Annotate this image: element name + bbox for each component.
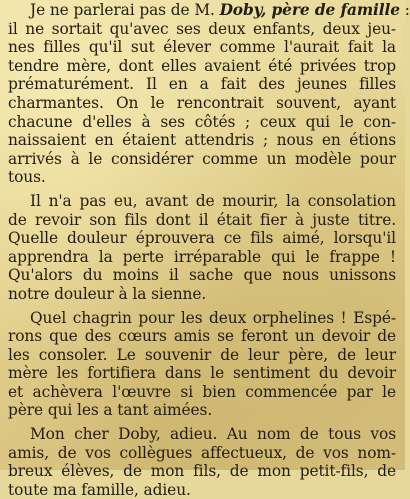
text-segment: tendre mère, dont elles avaient été privées trop xyxy=(8,56,396,75)
text-line xyxy=(8,266,396,285)
text-line xyxy=(8,309,396,328)
text-line xyxy=(8,113,396,132)
text-segment: prématurément. Il en a fait des jeunes filles xyxy=(8,75,396,94)
text-segment: : xyxy=(399,1,410,19)
text-line xyxy=(8,150,396,169)
text-segment: nes filles qu'il sut élever comme l'aurait fait la xyxy=(8,38,396,57)
text-line xyxy=(8,462,396,481)
text-line xyxy=(8,285,396,304)
text-line xyxy=(8,383,396,402)
paragraph xyxy=(8,309,396,421)
text-line xyxy=(8,94,396,113)
text-segment: les consoler. Le souvenir de leur père, de leur xyxy=(8,345,396,364)
text-segment: et achèvera l'œuvre si bien commencée par le xyxy=(8,382,396,401)
text-segment: Mon cher Doby, adieu. Au nom de tous vos xyxy=(30,425,396,444)
emphasized-text: Doby, père de famille xyxy=(219,1,400,19)
text-segment: naissaient en étaient attendris ; nous en étions xyxy=(8,131,396,150)
text-line xyxy=(8,38,396,57)
text-segment: apprendra la perte irréparable qui le frappe ! xyxy=(8,247,396,266)
text-line xyxy=(8,401,396,420)
text-segment: notre douleur à la sienne. xyxy=(8,284,207,303)
text-line xyxy=(8,1,410,20)
text-segment: Il n'a pas eu, avant de mourir, la consolation xyxy=(30,191,396,210)
text-line xyxy=(8,248,396,267)
text-segment: tous. xyxy=(8,168,46,187)
text-segment: arrivés à le considérer comme un modèle pour xyxy=(8,149,396,168)
text-line xyxy=(8,425,396,444)
paragraph xyxy=(8,425,396,499)
text-line xyxy=(8,75,396,94)
text-segment: toute ma famille, adieu. xyxy=(8,480,191,499)
text-line xyxy=(8,131,396,150)
text-segment: rons que des cœurs amis se feront un devoir de xyxy=(8,327,396,346)
text-line xyxy=(8,57,396,76)
text-line xyxy=(8,168,396,187)
text-segment: de revoir son fils dont il était fier à juste titre. xyxy=(8,210,396,229)
text-segment: père qui les a tant aimées. xyxy=(8,401,213,420)
text-line xyxy=(8,364,396,383)
text-segment: Qu'alors du moins il sache que nous unissons xyxy=(8,266,396,285)
text-segment: Quel chagrin pour les deux orphelines ! Espé- xyxy=(30,308,396,327)
text-line xyxy=(8,444,396,463)
text-segment: charmantes. On le rencontrait souvent, ayant xyxy=(8,93,396,112)
text-line xyxy=(8,346,396,365)
paragraph xyxy=(8,192,396,304)
text-line xyxy=(8,481,396,499)
article-body xyxy=(8,1,410,499)
text-line xyxy=(8,20,396,39)
text-segment: il ne sortait qu'avec ses deux enfants, deux jeu- xyxy=(8,19,396,38)
text-segment: chacune d'elles à ses côtés ; ceux qui le con- xyxy=(8,112,396,131)
text-line xyxy=(8,192,396,211)
text-segment: Je ne parlerai pas de M. xyxy=(30,1,220,19)
text-segment: breux élèves, de mon fils, de mon petit-fils, de xyxy=(8,462,396,481)
text-line xyxy=(8,229,396,248)
text-segment: amis, de vos collègues affectueux, de vos nom- xyxy=(8,443,396,462)
text-line xyxy=(8,327,396,346)
paragraph xyxy=(8,1,410,187)
text-segment: Quelle douleur éprouvera ce fils aimé, lorsqu'il xyxy=(8,229,396,248)
text-segment: mère les fortifiera dans le sentiment du devoir xyxy=(8,364,396,383)
text-line xyxy=(8,211,396,230)
